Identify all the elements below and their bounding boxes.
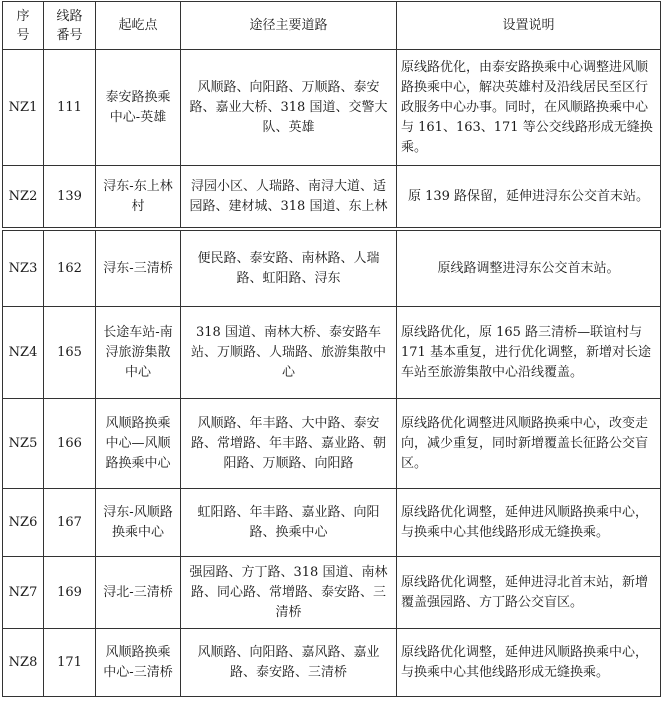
header-line: 线路 番号 <box>44 2 96 50</box>
cell-seq: NZ8 <box>3 629 44 697</box>
cell-desc: 原线路优化，原 165 路三清桥—联谊村与 171 基本重复，进行优化调整，新增对长途车站至旅游集散中心沿线覆盖。 <box>397 307 661 399</box>
cell-roads: 虹阳路、年丰路、嘉业路、向阳路、换乘中心 <box>181 489 397 557</box>
cell-terminals: 泰安路换乘中心-英雄 <box>96 50 181 166</box>
cell-terminals: 浔北-三清桥 <box>96 557 181 629</box>
cell-desc: 原线路优化调整，延伸进风顺路换乘中心，与换乘中心其他线路形成无缝换乘。 <box>397 489 661 557</box>
cell-seq: NZ7 <box>3 557 44 629</box>
cell-roads: 风顺路、年丰路、大中路、泰安路、常增路、年丰路、嘉业路、朝阳路、万顺路、向阳路 <box>181 399 397 489</box>
table-row <box>3 399 661 489</box>
header-seq: 序 号 <box>3 2 44 50</box>
cell-line: 139 <box>44 166 96 228</box>
cell-terminals: 长途车站-南浔旅游集散中心 <box>96 307 181 399</box>
header-roads: 途径主要道路 <box>181 2 397 50</box>
cell-terminals: 浔东-风顺路换乘中心 <box>96 489 181 557</box>
cell-desc: 原线路优化，由泰安路换乘中心调整进风顺路换乘中心，解决英雄村及沿线居民至区行政服务中心办事。同时，在风顺路换乘中心与 161、163、171 等公交线路形成无缝换乘。 <box>397 50 661 166</box>
cell-desc: 原线路优化调整，延伸进风顺路换乘中心，与换乘中心其他线路形成无缝换乘。 <box>397 629 661 697</box>
cell-desc: 原线路调整进浔东公交首末站。 <box>397 231 661 307</box>
cell-roads: 浔园小区、人瑞路、南浔大道、适园路、建材城、318 国道、东上林 <box>181 166 397 228</box>
cell-terminals: 浔东-东上林村 <box>96 166 181 228</box>
cell-seq: NZ6 <box>3 489 44 557</box>
cell-roads: 风顺路、向阳路、万顺路、泰安路、嘉业大桥、318 国道、交警大队、英雄 <box>181 50 397 166</box>
cell-roads: 318 国道、南林大桥、泰安路车站、万顺路、人瑞路、旅游集散中心 <box>181 307 397 399</box>
table-row <box>3 307 661 399</box>
cell-line: 162 <box>44 231 96 307</box>
table-row <box>3 557 661 629</box>
cell-seq: NZ4 <box>3 307 44 399</box>
table-row <box>3 489 661 557</box>
cell-line: 169 <box>44 557 96 629</box>
header-desc: 设置说明 <box>397 2 661 50</box>
route-table-part2 <box>2 230 661 697</box>
cell-line: 165 <box>44 307 96 399</box>
cell-terminals: 风顺路换乘中心-三清桥 <box>96 629 181 697</box>
cell-seq: NZ2 <box>3 166 44 228</box>
cell-terminals: 风顺路换乘中心—风顺路换乘中心 <box>96 399 181 489</box>
cell-line: 166 <box>44 399 96 489</box>
cell-desc: 原线路优化调整进风顺路换乘中心，改变走向，减少重复，同时新增覆盖长征路公交盲区。 <box>397 399 661 489</box>
cell-desc: 原线路优化调整，延伸进浔北首末站，新增覆盖强园路、方丁路公交盲区。 <box>397 557 661 629</box>
cell-line: 111 <box>44 50 96 166</box>
route-table-part1 <box>2 1 661 228</box>
cell-line: 171 <box>44 629 96 697</box>
cell-seq: NZ1 <box>3 50 44 166</box>
header-terminals: 起屹点 <box>96 2 181 50</box>
table-row <box>3 50 661 166</box>
table-row <box>3 629 661 697</box>
cell-desc: 原 139 路保留，延伸进浔东公交首末站。 <box>397 166 661 228</box>
table-row <box>3 166 661 228</box>
table-row <box>3 231 661 307</box>
cell-roads: 便民路、泰安路、南林路、人瑞路、虹阳路、浔东 <box>181 231 397 307</box>
cell-seq: NZ5 <box>3 399 44 489</box>
cell-roads: 风顺路、向阳路、嘉风路、嘉业路、泰安路、三清桥 <box>181 629 397 697</box>
cell-terminals: 浔东-三清桥 <box>96 231 181 307</box>
table-header-row <box>3 2 661 50</box>
cell-seq: NZ3 <box>3 231 44 307</box>
cell-roads: 强园路、方丁路、318 国道、南林路、同心路、常增路、泰安路、三清桥 <box>181 557 397 629</box>
cell-line: 167 <box>44 489 96 557</box>
